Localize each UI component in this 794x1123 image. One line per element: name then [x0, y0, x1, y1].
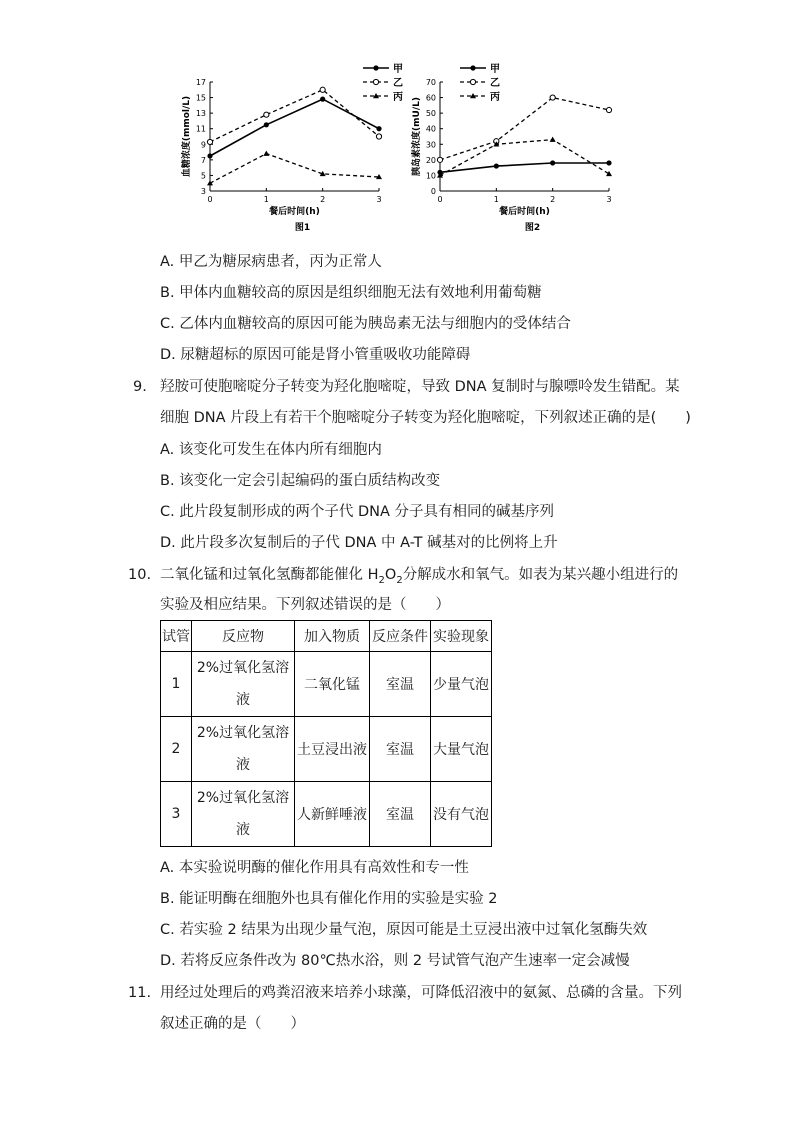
- data-point: [550, 95, 555, 100]
- q10-option-b: B. 能证明酶在细胞外也具有催化作用的实验是实验 2: [160, 891, 498, 907]
- q8-option-b: B. 甲体内血糖较高的原因是组织细胞无法有效地利用葡萄糖: [160, 285, 542, 301]
- y-tick-label: 11: [195, 124, 206, 134]
- series-line-1: [440, 98, 609, 160]
- x-tick-label: 2: [550, 195, 556, 204]
- q10-sub-1: 2: [378, 574, 385, 586]
- series-line-2: [210, 154, 379, 184]
- table-row: [161, 652, 492, 717]
- q10-option-a: A. 本实验说明酶的催化作用具有高效性和专一性: [160, 860, 469, 876]
- table-header: 反应条件: [370, 621, 431, 652]
- data-point: [320, 87, 325, 92]
- q11-number: 11.: [128, 985, 152, 1001]
- reactant-line-b: 液: [236, 822, 250, 838]
- reactant-line-a: 2%过氧化氢溶: [196, 660, 290, 676]
- series-line-0: [440, 163, 609, 172]
- legend-label: 甲: [490, 64, 500, 75]
- legend-label: 乙: [490, 78, 500, 89]
- chart-figure-2: [400, 60, 630, 245]
- q9-number: 9.: [133, 379, 147, 395]
- table-cell-added: 人新鲜唾液: [295, 782, 370, 847]
- legend-label: 甲: [393, 64, 403, 75]
- x-axis-label: 餐后时间(h): [499, 207, 550, 217]
- table-cell-result: 大量气泡: [431, 717, 492, 782]
- q9-stem-line2: 细胞 DNA 片段上有若干个胞嘧啶分子转变为羟化胞嘧啶，下列叙述正确的是( ): [160, 410, 691, 426]
- x-tick-label: 1: [493, 195, 499, 204]
- table-cell-added: 土豆浸出液: [295, 717, 370, 782]
- table-header: 反应物: [192, 621, 295, 652]
- data-point: [606, 107, 611, 112]
- table-row: [161, 717, 492, 782]
- table-cell-tube: 3: [161, 782, 192, 847]
- table-cell-condition: 室温: [370, 782, 431, 847]
- legend-marker: [470, 79, 475, 84]
- series-line-0: [210, 99, 379, 156]
- table-header: 实验现象: [431, 621, 492, 652]
- q10-number: 10.: [128, 567, 152, 583]
- table-cell-tube: 2: [161, 717, 192, 782]
- table-row: [161, 782, 492, 847]
- y-axis-label: 胰岛素浓度(mU/L): [412, 97, 422, 176]
- y-tick-label: 30: [425, 140, 436, 150]
- q11-stem-line1: 用经过处理后的鸡粪沼液来培养小球藻，可降低沼液中的氨氮、总磷的含量。下列: [160, 985, 682, 1001]
- x-tick-label: 3: [606, 195, 612, 204]
- q9-option-d: D. 此片段多次复制后的子代 DNA 中 A-T 碱基对的比例将上升: [160, 535, 558, 551]
- x-tick-label: 0: [207, 195, 213, 204]
- y-tick-label: 5: [200, 171, 206, 181]
- data-point: [606, 171, 612, 176]
- chart-figure-1: [170, 60, 403, 245]
- y-tick-label: 7: [200, 155, 206, 165]
- data-point: [320, 97, 325, 102]
- table-cell-reactant: [192, 782, 295, 847]
- x-tick-label: 2: [320, 195, 326, 204]
- legend-marker: [373, 65, 378, 70]
- y-tick-label: 17: [195, 78, 206, 87]
- q9-option-b: B. 该变化一定会引起编码的蛋白质结构改变: [160, 473, 441, 489]
- q9-option-c: C. 此片段复制形成的两个子代 DNA 分子具有相同的碱基序列: [160, 504, 554, 520]
- figure-caption: 图1: [294, 223, 311, 233]
- table-cell-condition: 室温: [370, 652, 431, 717]
- reactant-line-b: 液: [236, 757, 250, 773]
- table-header: 试管: [161, 621, 192, 652]
- q10-option-c: C. 若实验 2 结果为出现少量气泡，原因可能是土豆浸出液中过氧化氢酶失效: [160, 922, 648, 938]
- series-line-1: [210, 90, 379, 142]
- table-cell-condition: 室温: [370, 717, 431, 782]
- y-tick-label: 50: [425, 109, 436, 119]
- table-cell-reactant: [192, 717, 295, 782]
- data-point: [494, 163, 499, 168]
- q10-stem-mid: O: [384, 567, 397, 583]
- y-tick-label: 13: [195, 109, 206, 119]
- legend-label: 丙: [490, 92, 500, 103]
- data-point: [264, 112, 269, 117]
- data-point: [437, 157, 442, 162]
- q9-option-a: A. 该变化可发生在体内所有细胞内: [160, 442, 382, 458]
- legend-label: 乙: [393, 78, 403, 89]
- data-point: [550, 137, 556, 142]
- x-axis-label: 餐后时间(h): [269, 207, 320, 217]
- q9-stem-line1: 羟胺可使胞嘧啶分子转变为羟化胞嘧啶，导致 DNA 复制时与腺嘌呤发生错配。某: [160, 379, 680, 395]
- table-header: 加入物质: [295, 621, 370, 652]
- q10-sub-2: 2: [396, 574, 403, 586]
- y-tick-label: 0: [430, 187, 436, 196]
- y-tick-label: 60: [425, 93, 436, 103]
- y-tick-label: 70: [425, 78, 436, 87]
- data-point: [606, 160, 611, 165]
- y-tick-label: 3: [200, 187, 206, 196]
- y-tick-label: 40: [425, 124, 436, 134]
- q10-stem-line1: [160, 565, 678, 591]
- legend-label: 丙: [393, 92, 403, 103]
- data-point: [207, 153, 212, 158]
- x-tick-label: 3: [376, 195, 382, 204]
- q8-option-c: C. 乙体内血糖较高的原因可能为胰岛素无法与细胞内的受体结合: [160, 316, 571, 332]
- figure-caption: 图2: [524, 223, 541, 233]
- table-cell-result: 少量气泡: [431, 652, 492, 717]
- table-header-row: [161, 621, 492, 652]
- q10-stem-part-b: 分解成水和氧气。如表为某兴趣小组进行的: [402, 567, 679, 583]
- q10-stem-part-a: 二氧化锰和过氧化氢酶都能催化 H: [160, 567, 379, 583]
- legend-marker: [470, 65, 475, 70]
- y-tick-label: 9: [200, 140, 206, 150]
- reactant-line-a: 2%过氧化氢溶: [196, 725, 290, 741]
- y-tick-label: 15: [195, 93, 206, 103]
- q10-stem-line2: 实验及相应结果。下列叙述错误的是（ ）: [160, 597, 450, 613]
- table-cell-tube: 1: [161, 652, 192, 717]
- y-tick-label: 10: [425, 171, 436, 181]
- table-cell-reactant: [192, 652, 295, 717]
- table-cell-added: 二氧化锰: [295, 652, 370, 717]
- y-tick-label: 20: [425, 155, 436, 165]
- q10-option-d: D. 若将反应条件改为 80℃热水浴，则 2 号试管气泡产生速率一定会减慢: [160, 953, 630, 969]
- x-tick-label: 1: [263, 195, 269, 204]
- q11-stem-line2: 叙述正确的是（ ）: [160, 1016, 305, 1032]
- q8-option-d: D. 尿糖超标的原因可能是肾小管重吸收功能障碍: [160, 347, 471, 363]
- experiment-table: [160, 620, 492, 847]
- data-point: [264, 122, 269, 127]
- data-point: [376, 134, 381, 139]
- legend-marker: [373, 79, 378, 84]
- data-point: [263, 151, 269, 156]
- data-point: [376, 126, 381, 131]
- reactant-line-b: 液: [236, 692, 250, 708]
- q8-option-a: A. 甲乙为糖尿病患者，丙为正常人: [160, 254, 382, 270]
- data-point: [550, 160, 555, 165]
- reactant-line-a: 2%过氧化氢溶: [196, 790, 290, 806]
- y-axis-label: 血糖浓度(mmol/L): [182, 95, 192, 178]
- table-cell-result: 没有气泡: [431, 782, 492, 847]
- x-tick-label: 0: [437, 195, 443, 204]
- data-point: [207, 139, 212, 144]
